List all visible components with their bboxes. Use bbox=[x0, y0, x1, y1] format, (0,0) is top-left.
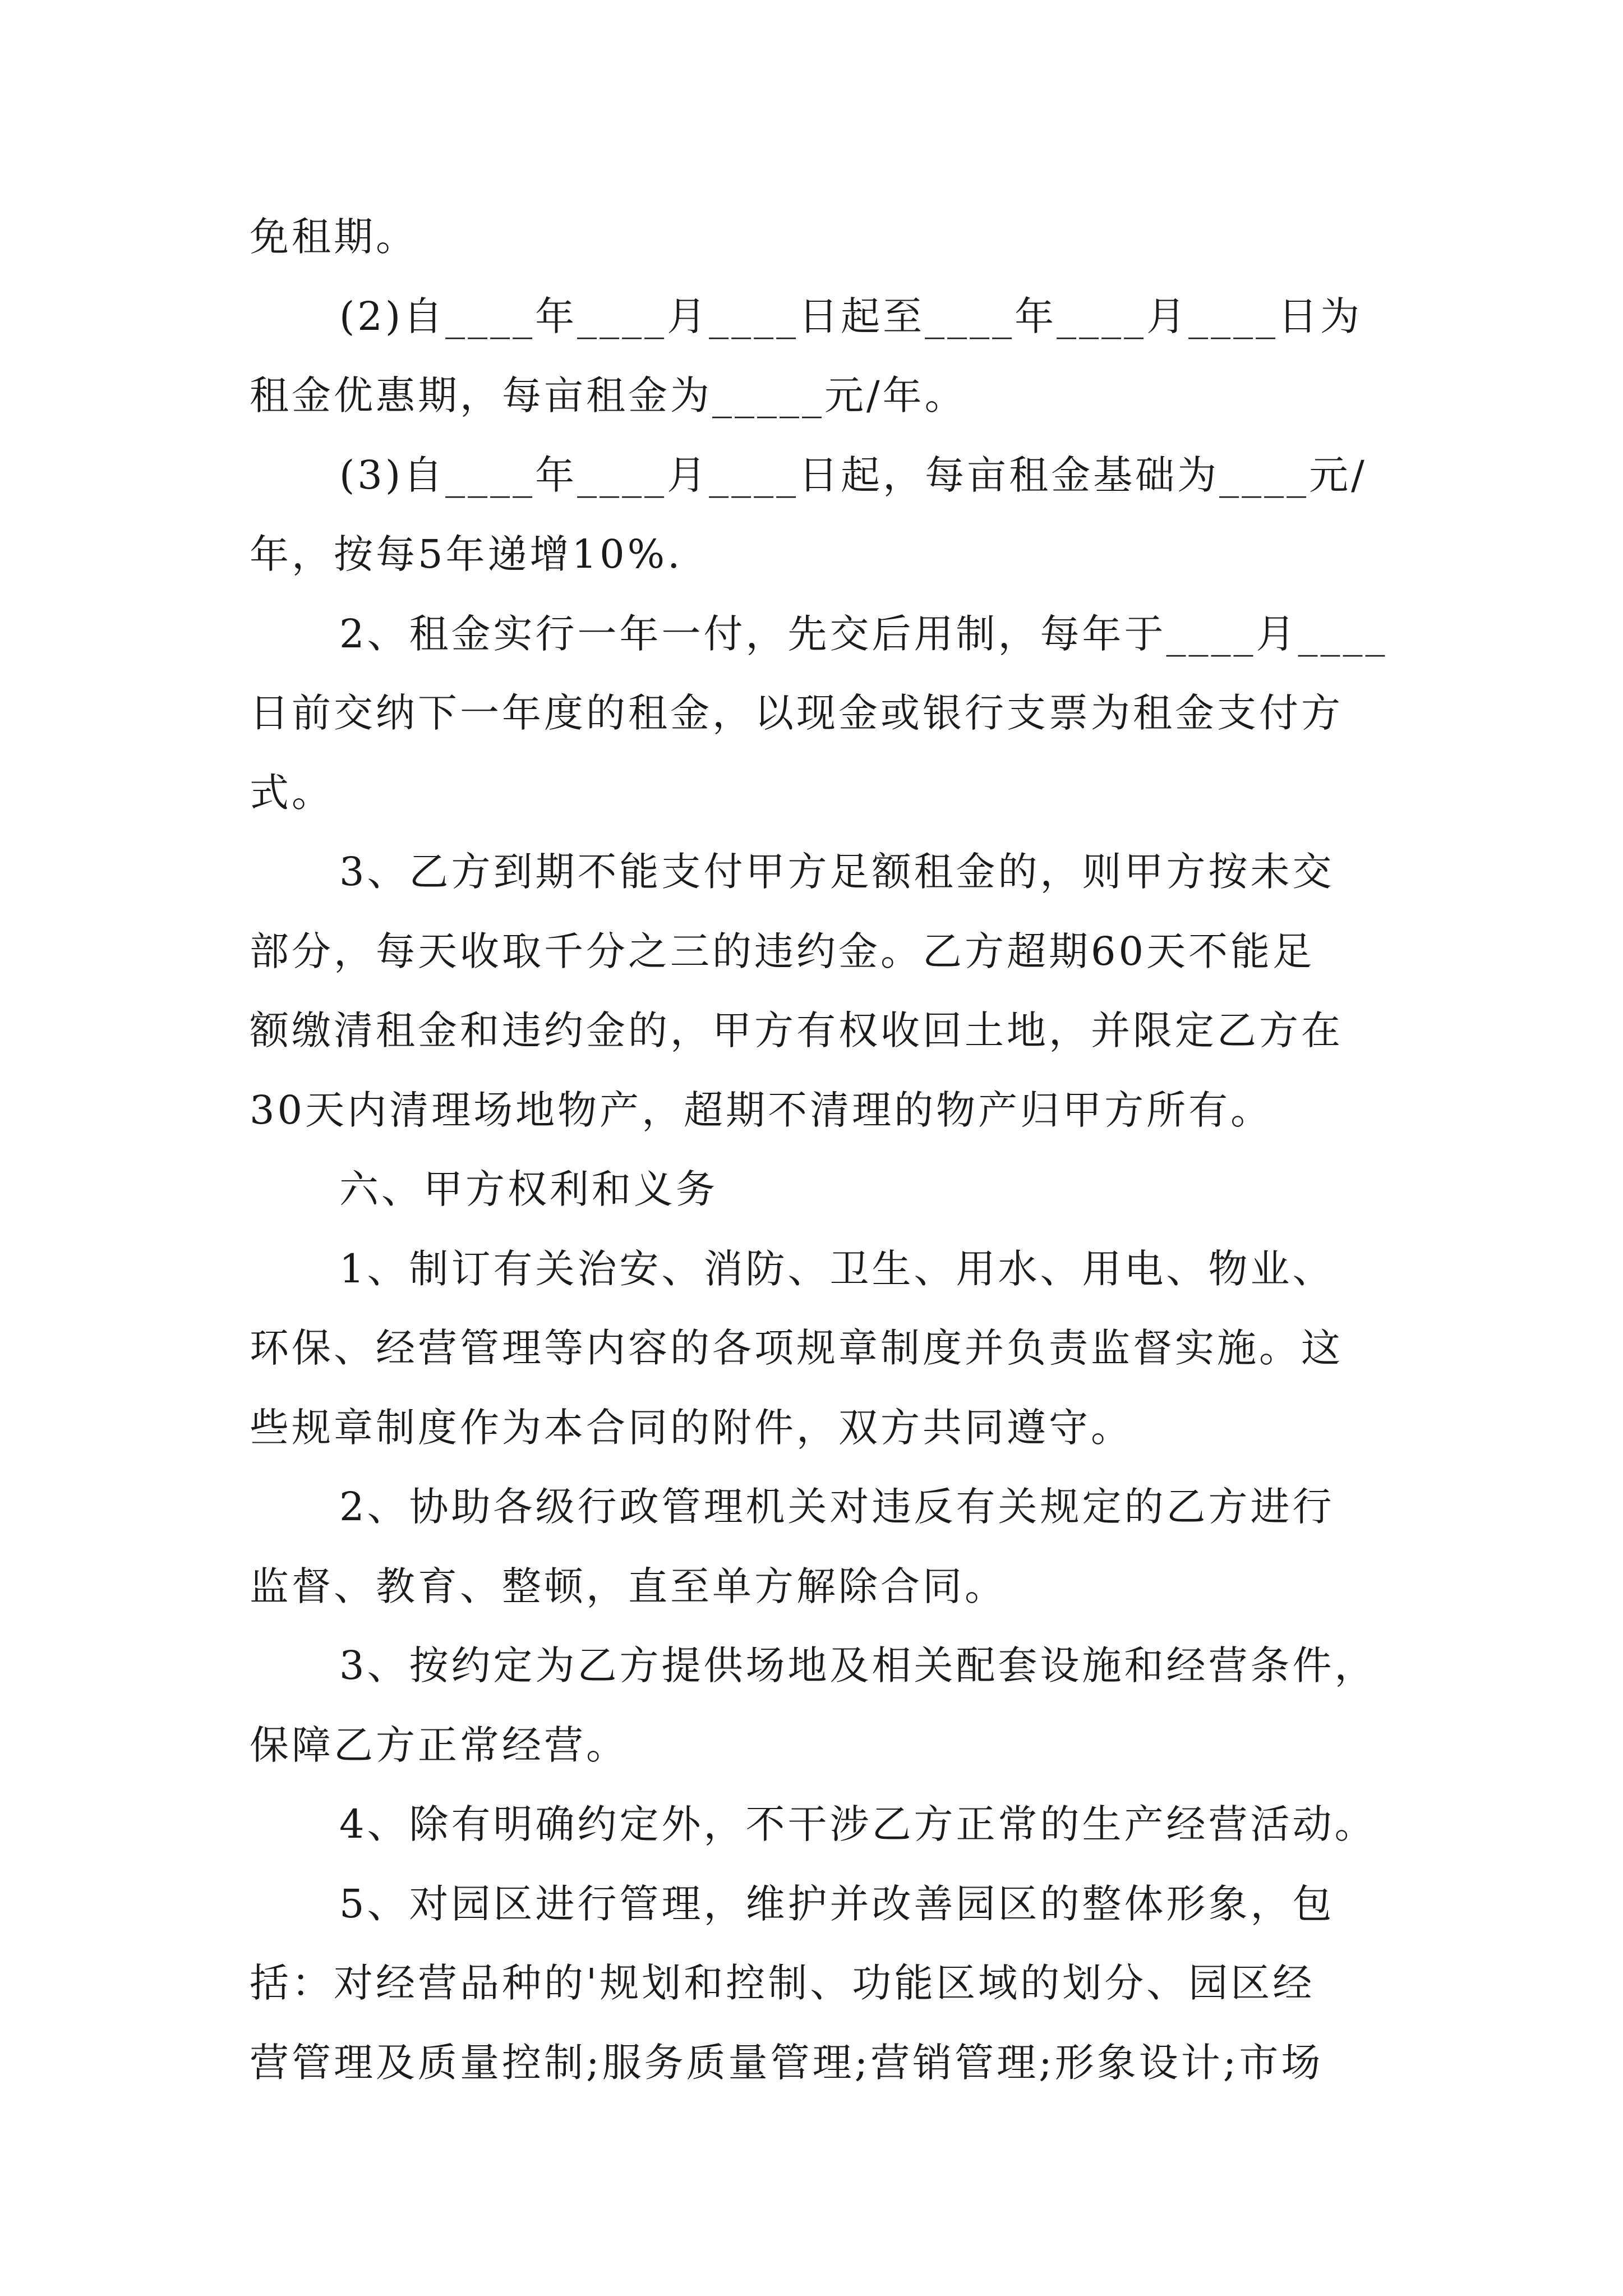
text-line: 5、对园区进行管理，维护并改善园区的整体形象，包 bbox=[339, 1880, 1335, 1927]
text-line: (3)自____年____月____日起，每亩租金基础为____元/ bbox=[339, 452, 1367, 498]
text-line: 3、按约定为乙方提供场地及相关配套设施和经营条件， bbox=[339, 1642, 1377, 1688]
text-line: 六、甲方权利和义务 bbox=[339, 1166, 718, 1212]
text-line: 保障乙方正常经营。 bbox=[250, 1722, 628, 1768]
text-line: 部分，每天收取千分之三的违约金。乙方超期60天不能足 bbox=[250, 928, 1315, 974]
text-line: 30天内清理场地物产，超期不清理的物产归甲方所有。 bbox=[250, 1087, 1273, 1133]
text-line: 3、乙方到期不能支付甲方足额租金的，则甲方按未交 bbox=[339, 849, 1335, 895]
text-line: 括：对经营品种的'规划和控制、功能区域的划分、园区经 bbox=[250, 1960, 1315, 2006]
text-line: 2、协助各级行政管理机关对违反有关规定的乙方进行 bbox=[339, 1484, 1335, 1530]
text-line: 些规章制度作为本合同的附件，双方共同遵守。 bbox=[250, 1404, 1133, 1451]
text-line: 年，按每5年递增10%. bbox=[250, 531, 683, 577]
text-line: 监督、教育、整顿，直至单方解除合同。 bbox=[250, 1563, 1007, 1609]
text-line: 营管理及质量控制;服务质量管理;营销管理;形象设计;市场 bbox=[250, 2039, 1324, 2086]
text-line: 式。 bbox=[250, 769, 334, 816]
document-body bbox=[250, 197, 1388, 2102]
text-line: 额缴清租金和违约金的，甲方有权收回土地，并限定乙方在 bbox=[250, 1007, 1343, 1053]
text-line: (2)自____年____月____日起至____年____月____日为 bbox=[339, 293, 1363, 339]
text-line: 环保、经营管理等内容的各项规章制度并负责监督实施。这 bbox=[250, 1325, 1343, 1371]
text-line: 4、除有明确约定外，不干涉乙方正常的生产经营活动。 bbox=[339, 1801, 1377, 1847]
text-line: 2、租金实行一年一付，先交后用制，每年于____月____ bbox=[339, 610, 1388, 657]
text-line: 日前交纳下一年度的租金，以现金或银行支票为租金支付方 bbox=[250, 690, 1343, 736]
text-line: 租金优惠期，每亩租金为_____元/年。 bbox=[250, 372, 967, 418]
text-line: 1、制订有关治安、消防、卫生、用水、用电、物业、 bbox=[339, 1245, 1335, 1292]
text-line: 免租期。 bbox=[250, 214, 418, 260]
